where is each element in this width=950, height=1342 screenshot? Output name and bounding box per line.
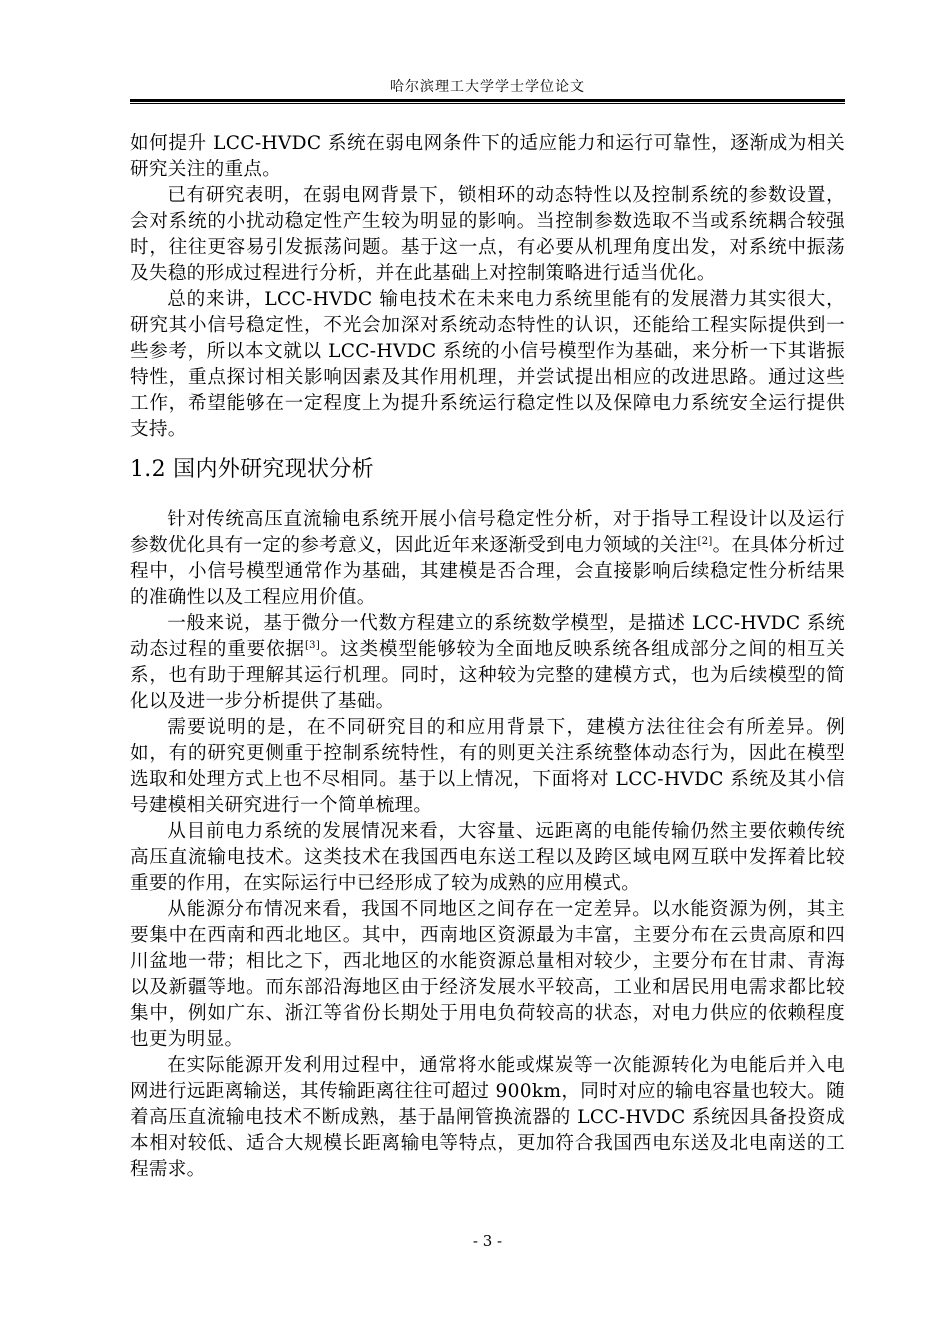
paragraph: 从能源分布情况来看，我国不同地区之间存在一定差异。以水能资源为例，其主要集中在西南和西北地区。其中，西南地区资源最为丰富，主要分布在云贵高原和四川盆地一带；相比之下，西北地区的水能资源总量相对较少，主要分布在甘肃、青海以及新疆等地。而东部沿海地区由于经济发展水平较高，工业和居民用电需求都比较集中，例如广东、浙江等省份长期处于用电负荷较高的状态，对电力供应的依赖程度也更为明显。 <box>130 899 845 1050</box>
section-heading: 1.2 国内外研究现状分析 <box>130 457 374 482</box>
paragraph <box>130 507 845 611</box>
paragraph: 总的来讲，LCC-HVDC 输电技术在未来电力系统里能有的发展潜力其实很大，研究其小信号稳定性，不光会加深对系统动态特性的认识，还能给工程实际提供到一些参考，所以本文就以 LCC-HVDC 系统的小信号模型作为基础，来分析一下其谐振特性，重点探讨相关影响因素及其作用机理，并尝试提出相应的改进思路。通过这些工作，希望能够在一定程度上为提升系统运行稳定性以及保障电力系统安全运行提供支持。 <box>130 289 845 440</box>
page-number: - 3 - <box>472 1232 503 1250</box>
paragraph: 已有研究表明，在弱电网背景下，锁相环的动态特性以及控制系统的参数设置，会对系统的小扰动稳定性产生较为明显的影响。当控制参数选取不当或系统耦合较强时，往往更容易引发振荡问题。基于这一点，有必要从机理角度出发，对系统中振荡及失稳的形成过程进行分析，并在此基础上对控制策略进行适当优化。 <box>130 185 845 284</box>
citation-ref: [3] <box>304 639 321 651</box>
body-text <box>130 131 845 1183</box>
paragraph: 从目前电力系统的发展情况来看，大容量、远距离的电能传输仍然主要依赖传统高压直流输电技术。这类技术在我国西电东送工程以及跨区域电网互联中发挥着比较重要的作用，在实际运行中已经形成了较为成熟的应用模式。 <box>130 821 845 894</box>
paragraph: 需要说明的是，在不同研究目的和应用背景下，建模方法往往会有所差异。例如，有的研究更侧重于控制系统特性，有的则更关注系统整体动态行为，因此在模型选取和处理方式上也不尽相同。基于以上情况，下面将对 LCC-HVDC 系统及其小信号建模相关研究进行一个简单梳理。 <box>130 717 845 816</box>
paragraph-text: 一般来说，基于微分一代数方程建立的系统数学模型，是描述 LCC-HVDC 系统动态过程的重要依据 <box>130 613 845 660</box>
paragraph: 在实际能源开发利用过程中，通常将水能或煤炭等一次能源转化为电能后并入电网进行远距离输送，其传输距离往往可超过 900km，同时对应的输电容量也较大。随着高压直流输电技术不断成熟，基于晶闸管换流器的 LCC-HVDC 系统因具备投资成本相对较低、适合大规模长距离输电等特点，更加符合我国西电东送及北电南送的工程需求。 <box>130 1055 845 1180</box>
paragraph <box>130 611 845 715</box>
paragraph-text: 。这类模型能够较为全面地反映系统各组成部分之间的相互关系，也有助于理解其运行机理。同时，这种较为完整的建模方式，也为后续模型的简化以及进一步分析提供了基础。 <box>130 639 845 712</box>
running-header: 哈尔滨理工大学学士学位论文 <box>390 79 585 95</box>
paragraph: 如何提升 LCC-HVDC 系统在弱电网条件下的适应能力和运行可靠性，逐渐成为相关研究关注的重点。 <box>130 133 845 180</box>
paragraph-text: 针对传统高压直流输电系统开展小信号稳定性分析，对于指导工程设计以及运行参数优化具有一定的参考意义，因此近年来逐渐受到电力领域的关注 <box>130 509 845 556</box>
header-rule <box>130 99 845 104</box>
paragraph-text: 。在具体分析过程中，小信号模型通常作为基础，其建模是否合理，会直接影响后续稳定性分析结果的准确性以及工程应用价值。 <box>130 535 845 608</box>
citation-ref: [2] <box>697 535 713 547</box>
